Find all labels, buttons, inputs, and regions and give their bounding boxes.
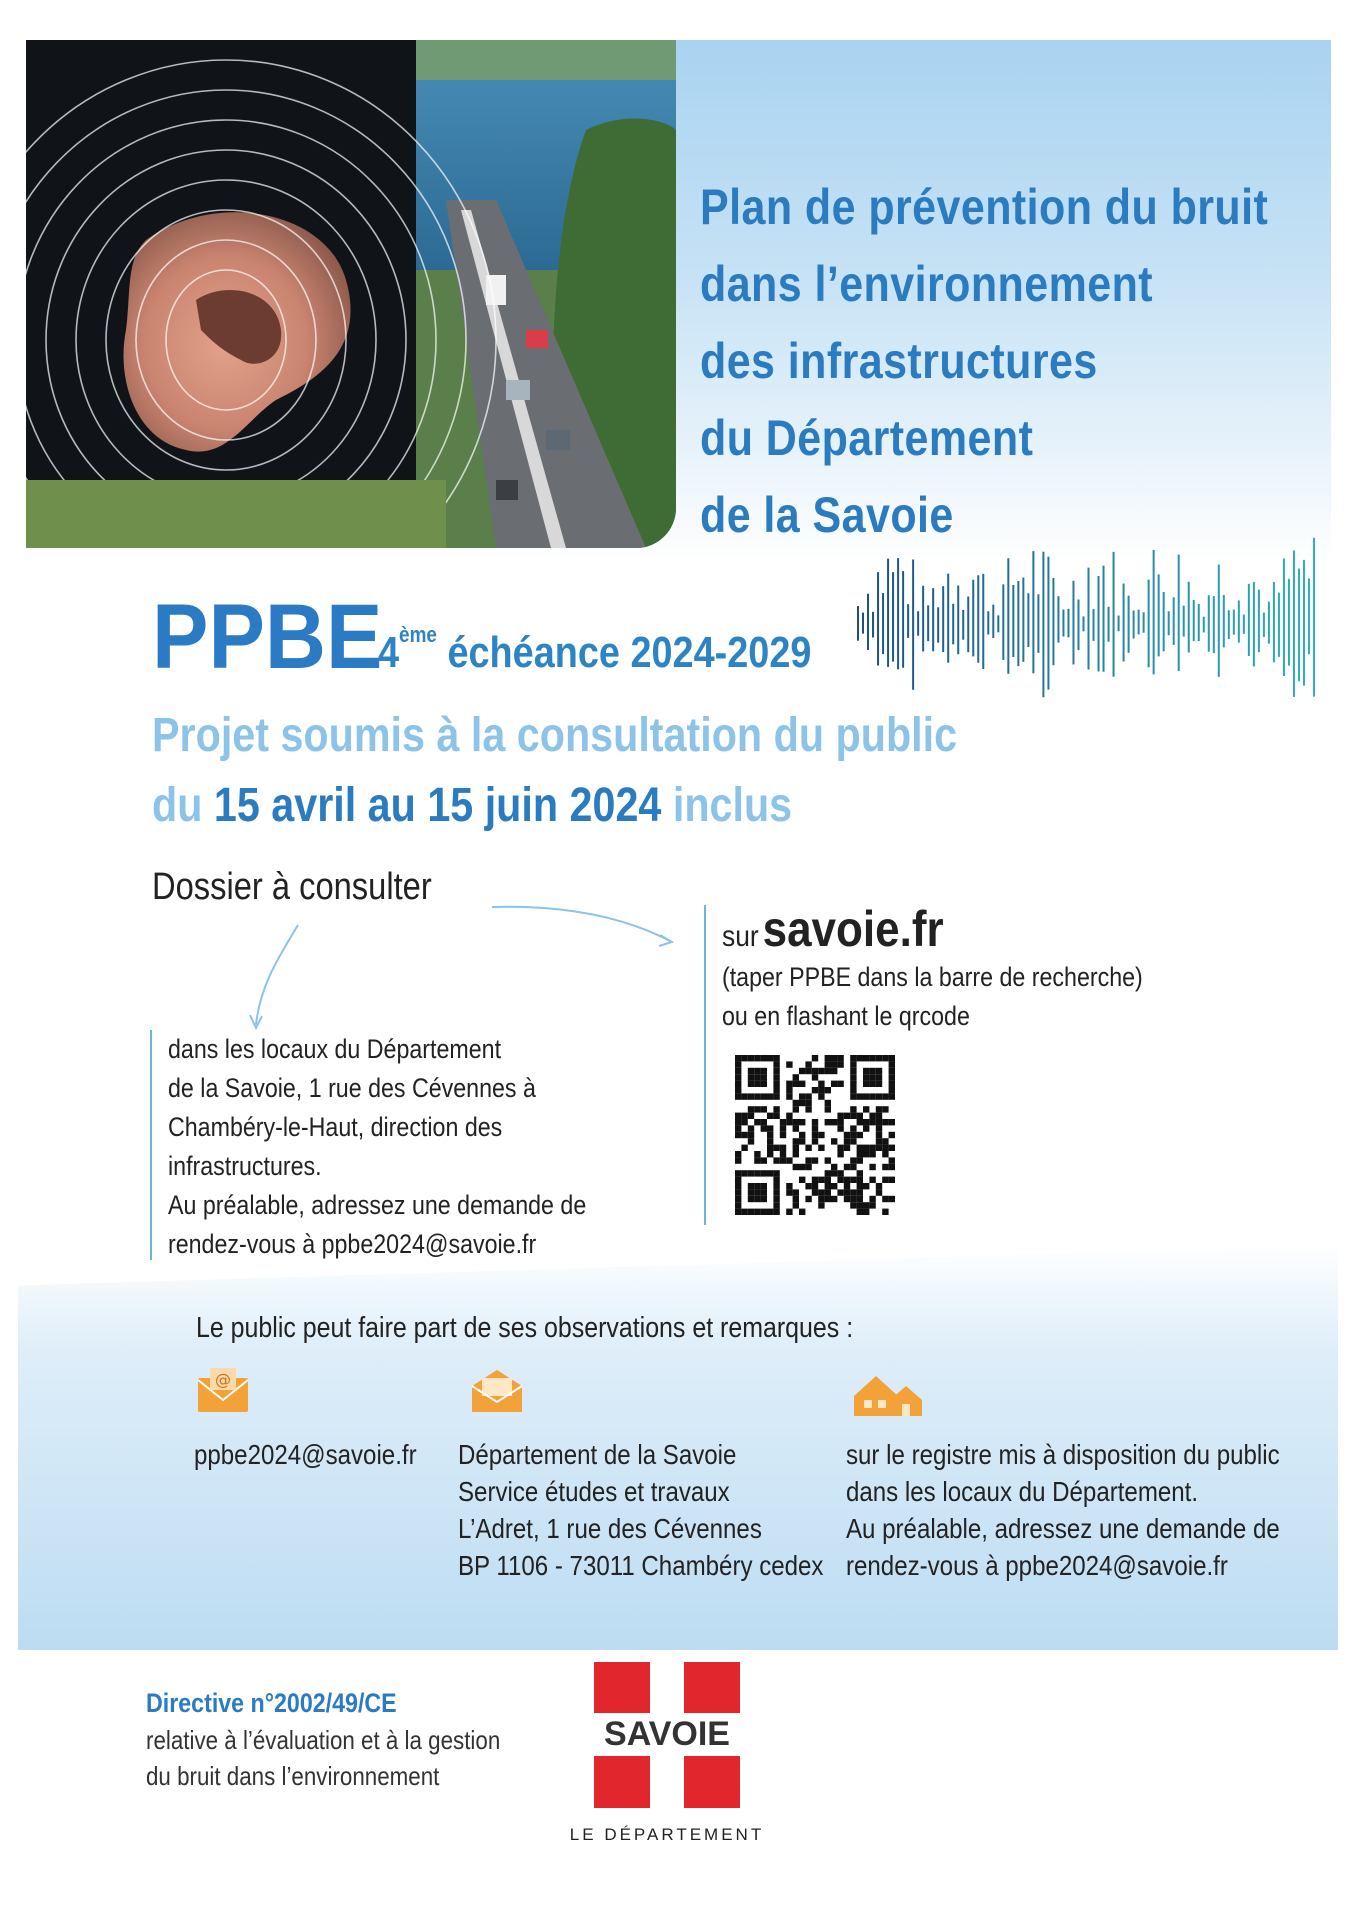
consultation-dates: 15 avril au 15 juin 2024: [213, 779, 662, 832]
logo-subtitle: LE DÉPARTEMENT: [569, 1825, 765, 1844]
local-line-3: Chambéry-le-Haut, direction des: [168, 1112, 503, 1142]
echeance-ordinal-suffix: ème: [399, 622, 437, 647]
online-instructions: [722, 958, 1211, 1036]
header-photo: [26, 40, 676, 548]
title-line-5: de la Savoie: [700, 487, 954, 543]
register-line-2: dans les locaux du Département.: [846, 1476, 1199, 1507]
online-line-2: ou en flashant le qrcode: [722, 1001, 970, 1031]
left-divider: [150, 1030, 152, 1260]
postal-line-4: BP 1106 - 73011 Chambéry cedex: [458, 1550, 824, 1581]
postal-line-1: Département de la Savoie: [458, 1439, 737, 1470]
ppbe-acronym: PPBE: [152, 586, 383, 688]
observation-register: [846, 1436, 1350, 1584]
email-at-icon: [196, 1368, 250, 1414]
sound-wave-graphic: [856, 520, 1316, 730]
title-line-1: Plan de prévention du bruit: [700, 179, 1269, 235]
title-line-2: dans l’environnement: [700, 256, 1154, 312]
dossier-label: Dossier à consulter: [152, 866, 432, 908]
online-site: [722, 900, 944, 958]
echeance-text: [378, 622, 812, 678]
postal-line-2: Service études et travaux: [458, 1476, 730, 1507]
local-consultation-block: [168, 1030, 654, 1264]
local-line-1: dans les locaux du Département: [168, 1034, 502, 1064]
logo-name: SAVOIE: [594, 1713, 740, 1755]
echeance-ordinal: 4: [378, 628, 400, 677]
consultation-line-2: [152, 778, 792, 833]
local-line-6: rendez-vous à ppbe2024@savoie.fr: [168, 1229, 537, 1259]
observation-email[interactable]: ppbe2024@savoie.fr: [194, 1439, 417, 1470]
register-line-4: rendez-vous à ppbe2024@savoie.fr: [846, 1550, 1228, 1581]
ear-road-photo: [26, 40, 676, 548]
directive-description: [146, 1722, 500, 1794]
online-line-1: (taper PPBE dans la barre de recherche): [722, 962, 1143, 992]
local-line-4: infrastructures.: [168, 1151, 322, 1181]
title-line-3: des infrastructures: [700, 333, 1098, 389]
local-line-5: Au préalable, adressez une demande de: [168, 1190, 587, 1220]
qr-code[interactable]: [735, 1055, 895, 1215]
online-site-link[interactable]: savoie.fr: [762, 901, 944, 957]
house-icon: [850, 1372, 924, 1418]
svg-text:@: @: [215, 1370, 231, 1389]
consultation-suffix: inclus: [661, 779, 793, 832]
open-envelope-icon: [470, 1368, 524, 1414]
observations-intro: Le public peut faire part de ses observations et remarques :: [196, 1312, 854, 1344]
title-line-4: du Département: [700, 410, 1034, 466]
directive-line-1: relative à l’évaluation et à la gestion: [146, 1725, 501, 1755]
directive-line-2: du bruit dans l’environnement: [146, 1761, 440, 1791]
postal-line-3: L’Adret, 1 rue des Cévennes: [458, 1513, 762, 1544]
right-divider: [704, 905, 706, 1225]
observation-postal: [458, 1436, 883, 1584]
consultation-prefix: du: [152, 779, 214, 832]
register-line-1: sur le registre mis à disposition du public: [846, 1439, 1280, 1470]
online-prefix: sur: [722, 920, 759, 953]
consultation-line-1: Projet soumis à la consultation du public: [152, 709, 958, 762]
echeance-label: échéance 2024-2029: [447, 628, 812, 677]
dossier-arrows: [240, 895, 680, 1035]
local-line-2: de la Savoie, 1 rue des Cévennes à: [168, 1073, 536, 1103]
directive-title: Directive n°2002/49/CE: [146, 1688, 397, 1718]
register-line-3: Au préalable, adressez une demande de: [846, 1513, 1280, 1544]
